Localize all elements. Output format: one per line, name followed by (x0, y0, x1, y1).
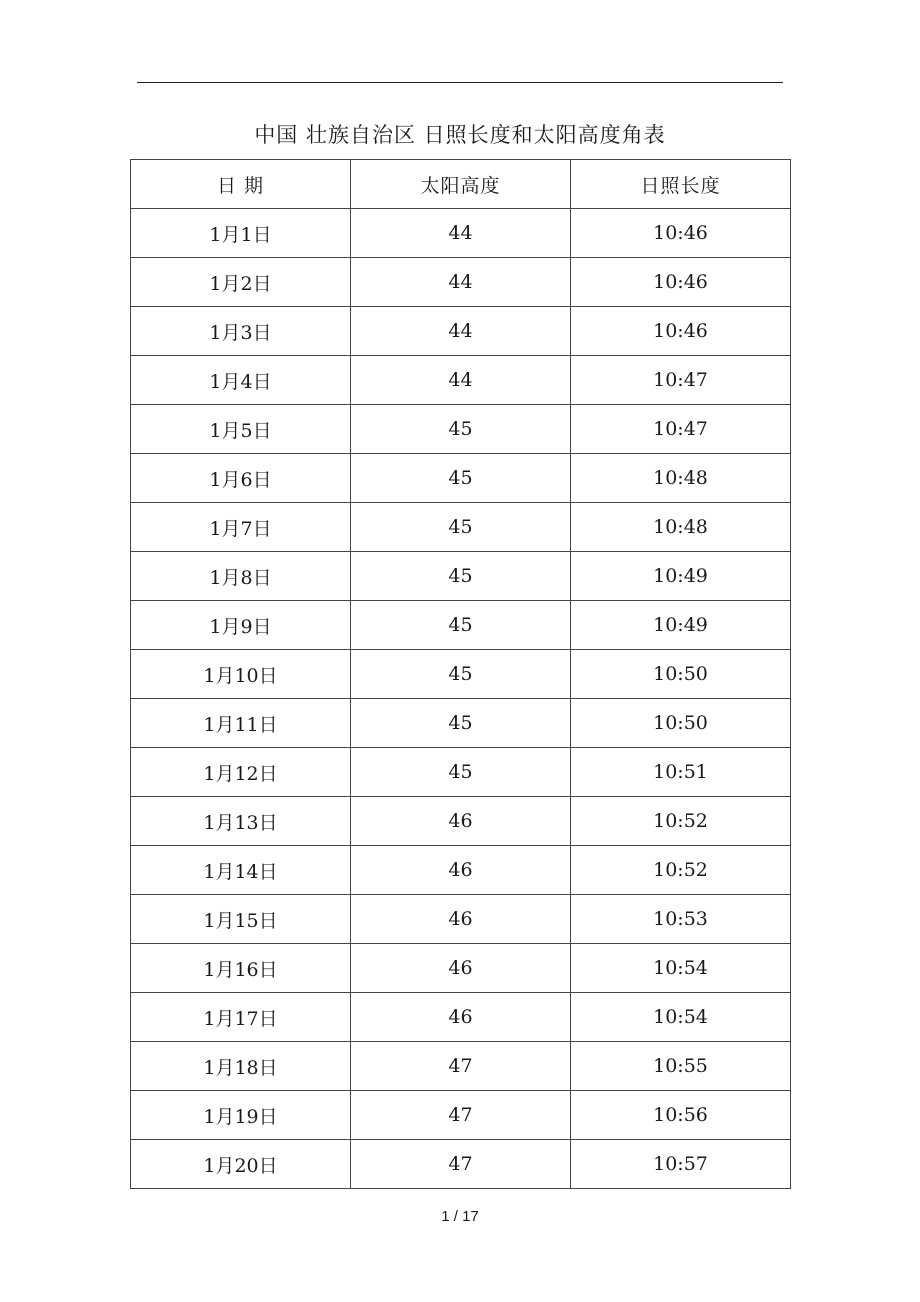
date-cell: 1月13日 (131, 797, 351, 846)
sunshine-duration-cell: 10:51 (571, 748, 791, 797)
sunshine-duration-cell: 10:53 (571, 895, 791, 944)
sunshine-duration-cell: 10:52 (571, 797, 791, 846)
date-cell: 1月7日 (131, 503, 351, 552)
table-row (131, 1091, 791, 1140)
sun-data-table (130, 159, 791, 1189)
date-cell: 1月9日 (131, 601, 351, 650)
sun-altitude-cell: 45 (351, 405, 571, 454)
table-row (131, 1140, 791, 1189)
date-cell: 1月3日 (131, 307, 351, 356)
table-row (131, 944, 791, 993)
sunshine-duration-cell: 10:49 (571, 601, 791, 650)
sunshine-duration-cell: 10:46 (571, 209, 791, 258)
table-row (131, 748, 791, 797)
table-row (131, 209, 791, 258)
sunshine-duration-cell: 10:48 (571, 503, 791, 552)
table-row (131, 1042, 791, 1091)
date-cell: 1月14日 (131, 846, 351, 895)
sun-altitude-cell: 46 (351, 797, 571, 846)
date-cell: 1月15日 (131, 895, 351, 944)
sun-altitude-cell: 47 (351, 1042, 571, 1091)
date-cell: 1月18日 (131, 1042, 351, 1091)
table-row (131, 307, 791, 356)
table-row (131, 601, 791, 650)
sunshine-duration-cell: 10:48 (571, 454, 791, 503)
table-row (131, 552, 791, 601)
table-row (131, 454, 791, 503)
sunshine-duration-cell: 10:46 (571, 307, 791, 356)
table-body (131, 209, 791, 1189)
sun-altitude-cell: 44 (351, 307, 571, 356)
sun-altitude-cell: 47 (351, 1140, 571, 1189)
date-cell: 1月8日 (131, 552, 351, 601)
sun-altitude-cell: 46 (351, 895, 571, 944)
sun-altitude-cell: 45 (351, 503, 571, 552)
sun-altitude-cell: 44 (351, 356, 571, 405)
sun-altitude-cell: 45 (351, 454, 571, 503)
date-cell: 1月19日 (131, 1091, 351, 1140)
date-cell: 1月10日 (131, 650, 351, 699)
header-rule (137, 82, 783, 83)
column-header-sunshine-duration: 日照长度 (571, 160, 791, 209)
date-cell: 1月1日 (131, 209, 351, 258)
sunshine-duration-cell: 10:52 (571, 846, 791, 895)
table-row (131, 258, 791, 307)
sun-altitude-cell: 44 (351, 258, 571, 307)
column-header-sun-altitude: 太阳高度 (351, 160, 571, 209)
sun-altitude-cell: 45 (351, 601, 571, 650)
sunshine-duration-cell: 10:57 (571, 1140, 791, 1189)
date-cell: 1月6日 (131, 454, 351, 503)
sun-altitude-cell: 46 (351, 944, 571, 993)
sun-altitude-cell: 45 (351, 650, 571, 699)
sunshine-duration-cell: 10:55 (571, 1042, 791, 1091)
table-row (131, 846, 791, 895)
table-row (131, 895, 791, 944)
table-row (131, 356, 791, 405)
sun-altitude-cell: 45 (351, 552, 571, 601)
sunshine-duration-cell: 10:47 (571, 405, 791, 454)
sun-altitude-cell: 45 (351, 748, 571, 797)
date-cell: 1月5日 (131, 405, 351, 454)
table-row (131, 650, 791, 699)
page-title: 中国 壮族自治区 日照长度和太阳高度角表 (254, 123, 666, 147)
sunshine-duration-cell: 10:50 (571, 650, 791, 699)
sunshine-duration-cell: 10:56 (571, 1091, 791, 1140)
date-cell: 1月16日 (131, 944, 351, 993)
sunshine-duration-cell: 10:49 (571, 552, 791, 601)
sunshine-duration-cell: 10:46 (571, 258, 791, 307)
sunshine-duration-cell: 10:54 (571, 993, 791, 1042)
date-cell: 1月12日 (131, 748, 351, 797)
sunshine-duration-cell: 10:50 (571, 699, 791, 748)
date-cell: 1月20日 (131, 1140, 351, 1189)
table-header-row (131, 160, 791, 209)
sunshine-duration-cell: 10:47 (571, 356, 791, 405)
sunshine-duration-cell: 10:54 (571, 944, 791, 993)
sun-altitude-cell: 44 (351, 209, 571, 258)
date-cell: 1月17日 (131, 993, 351, 1042)
date-cell: 1月11日 (131, 699, 351, 748)
column-header-date: 日 期 (131, 160, 351, 209)
date-cell: 1月2日 (131, 258, 351, 307)
table-row (131, 797, 791, 846)
sun-altitude-cell: 47 (351, 1091, 571, 1140)
sun-altitude-cell: 46 (351, 846, 571, 895)
table-row (131, 405, 791, 454)
date-cell: 1月4日 (131, 356, 351, 405)
table-row (131, 699, 791, 748)
table-row (131, 503, 791, 552)
page-number: 1 / 17 (441, 1208, 479, 1225)
sun-altitude-cell: 46 (351, 993, 571, 1042)
sun-altitude-cell: 45 (351, 699, 571, 748)
table-row (131, 993, 791, 1042)
